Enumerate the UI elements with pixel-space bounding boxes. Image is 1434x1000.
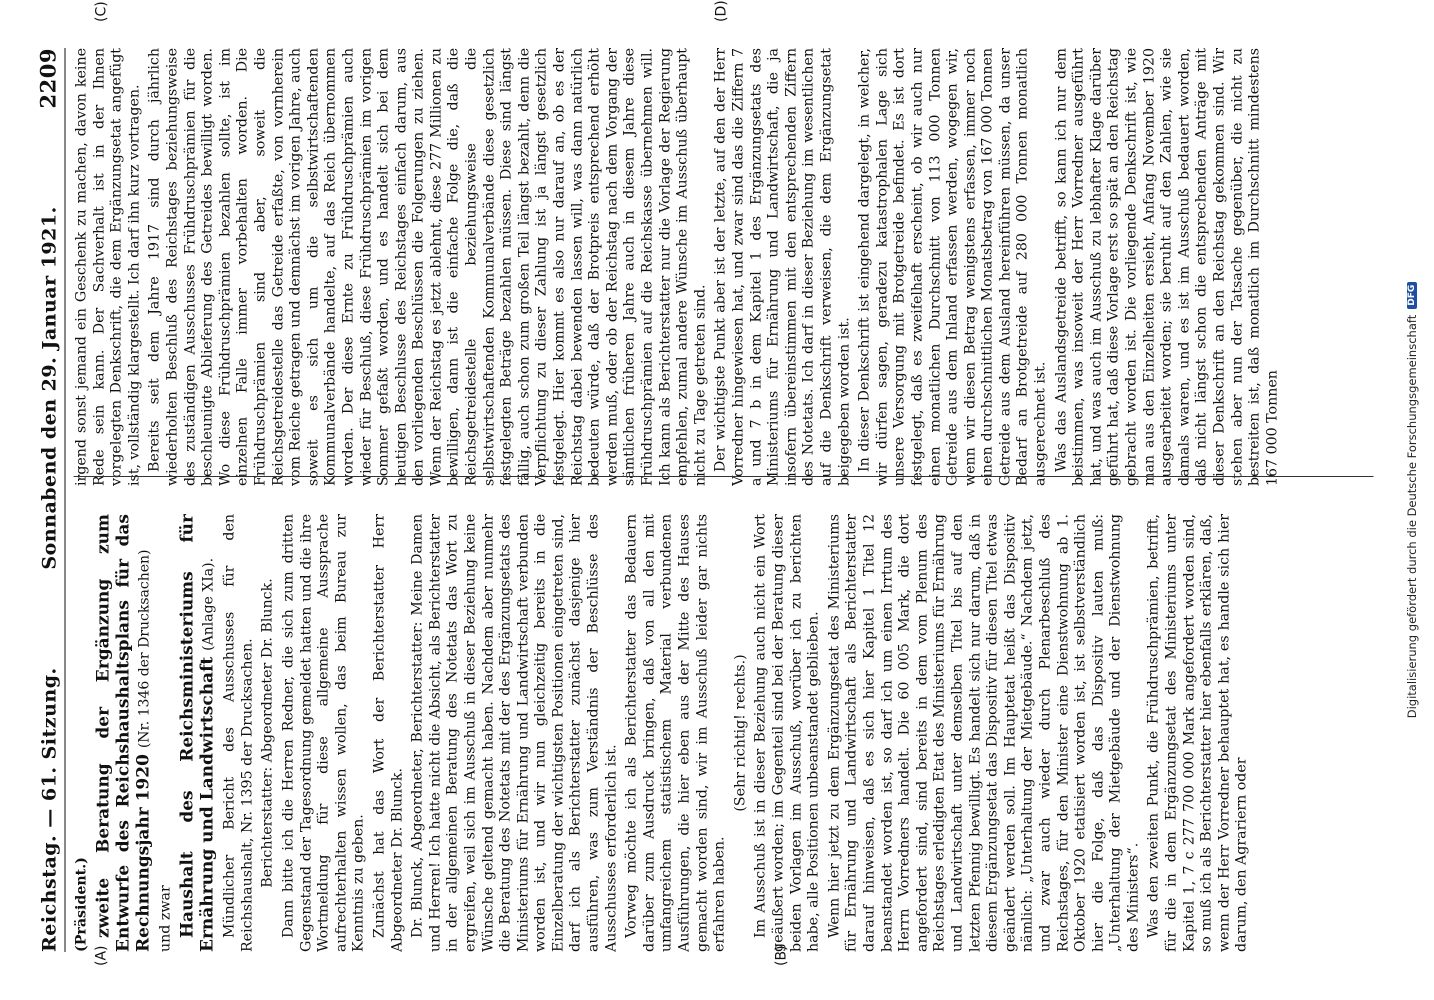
paragraph: Der wichtigste Punkt aber ist der letzte, auf den der Herr Vorredner hingewiesen hat, und zwar sind das die Ziffern 7 a und 7 b in dem Kapitel 1 des Ergänzungsetats des Ministeriums für Ernährung und Landwirtschaft, die ja insofern übereinstimmen mit den entsprechenden Ziffern des Notetats. Ich darf in dieser Beziehung im wesentlichen auf die Denkschrift verweisen, die dem Ergänzungsetat beigegeben worden ist.: [712, 48, 853, 486]
paragraph: Mündlicher Bericht des Ausschusses für den Reichshaushalt, Nr. 1395 der Drucksachen.: [221, 514, 256, 952]
paragraph: Was den zweiten Punkt, die Frühdruschprämien, betrifft, für die in dem Ergänzungsetat des Ministeriums unter Kapitel 1, 7 c 277 700 000 Mark angefordert worden sind, so muß ich als Berichterstatter hier ebenfalls erklären, daß, wenn der Herr Vorredner behauptet hat, es handle sich hier darum, den Agrariern oder: [1145, 514, 1250, 952]
agenda-item-1-title: Entwurfe des Reichshaushaltsplans für das Rechnungsjahr 1920: [113, 514, 154, 952]
agenda-item-2: [178, 514, 219, 952]
agenda-item-2-ref: (Anlage XIa).: [200, 557, 217, 651]
paragraph: Zunächst hat das Wort der Berichterstatter Herr Abgeordneter Dr. Blunck.: [371, 514, 406, 952]
speaker-label: (Präsident.): [73, 857, 90, 952]
page-header: [36, 48, 66, 952]
paragraph: Berichterstatter: Abgeordneter Dr. Blunck.: [259, 578, 276, 888]
header-left: Reichstag. — 61. Sitzung.: [38, 667, 61, 952]
column-divider: [74, 476, 1374, 477]
digitization-note-text: Digitalisierung gefördert durch die Deutsche Forschungsgemeinschaft: [1405, 314, 1419, 719]
dfg-logo: DFG: [1407, 282, 1417, 309]
paragraph: In dieser Denkschrift ist eingehend dargelegt, in welcher, wir dürfen sagen, geradezu katastrophalen Lage sich unsere Versorgung mit Brotgetreide befindet. Es ist dort festgelegt, daß es zweifelhaft erscheint, ob wir auch nur einen monatlichen Durchschnitt von 113 000 Tonnen Getreide aus dem Inland erfassen werden, wogegen wir, wenn wir diesen Betrag wenigstens erfassen, immer noch einen durchschnittlichen Monatsbetrag von 167 000 Tonnen Getreide aus dem Ausland hereinführen müssen, da unser Bedarf an Brotgetreide auf 280 000 Tonnen monatlich ausgerechnet ist.: [856, 48, 1049, 486]
left-column: [74, 514, 1374, 952]
margin-letter-d: (D): [713, 0, 730, 22]
header-center: Sonnabend den 29. Januar 1921.: [38, 206, 61, 570]
margin-letter-a: (A): [93, 945, 110, 966]
agenda-item-2-title: Haushalt des Reichsministeriums für Ernährung und Landwirtschaft: [177, 514, 218, 952]
margin-letter-b: (B): [773, 945, 790, 966]
interjection: (Sehr richtig! rechts.): [732, 654, 749, 812]
digitization-note: [1404, 50, 1420, 950]
agenda-item-1-ref: (Nr. 1346 der Drucksachen): [136, 549, 153, 749]
und-zwar: und zwar: [157, 885, 174, 952]
paragraph: Was das Auslandsgetreide betrifft, so kann ich nur dem beistimmen, was insoweit der Herr Vorredner ausgeführt hat, und was auch im Ausschuß zu lebhafter Klage darüber geführt hat, daß diese Vorlage erst so spät an den Reichstag gebracht worden ist. Die vorliegende Denkschrift ist, wie man aus den Einzelheiten ersieht, Anfang November 1920 ausgearbeitet worden; sie beruht auf den Zahlen, wie sie damals waren, und es ist im Ausschuß bedauert worden, daß nicht längst schon die entsprechenden Anträge mit dieser Denkschrift an den Reichstag gekommen sind. Wir stehen aber nun der Tatsache gegenüber, die nicht zu bestreiten ist, daß monatlich im Durchschnitt mindestens 167 000 Tonnen: [1053, 48, 1281, 486]
paragraph: Wenn hier jetzt zu dem Ergänzungsetat des Ministeriums für Ernährung und Landwirtschaft als Berichterstatter darauf hinweisen, daß es sich hier Kapitel 1 Titel 12 beanstandet worden ist, so darf ich um einen Irrtum des Herrn Vorredners handelt. Die 60 005 Mark, die dort angefordert sind, sind bereits in dem vom Plenum des Reichstages erledigten Etat des Ministeriums für Ernährung und Landwirtschaft unter demselben Titel bis auf den letzten Pfennig bewilligt. Es handelt sich nur darum, daß in diesem Ergänzungsetat das Dispositiv für diesen Titel etwas geändert werden soll. Im Hauptetat heißt das Dispositiv nämlich: „Unterhaltung der Mietgebäude.“ Nachdem jetzt, und zwar auch wieder durch Plenarbeschluß des Reichstages, für den Minister eine Dienstwohnung ab 1. Oktober 1920 etatisiert worden ist, ist selbstverständlich hier die Folge, daß das Dispositiv lauten muß: „Unterhaltung der Mietgebäude und der Dienstwohnung des Ministers“.: [826, 514, 1142, 952]
right-column: [74, 48, 1374, 486]
paragraph: Dr. Blunck, Abgeordneter, Berichterstatter: Meine Damen und Herren! Ich hatte nicht die Absicht, als Berichterstatter in der allgemeinen Beratung des Notetats das Wort zu ergreifen, weil sich im Ausschuß in dieser Beziehung keine Wünsche geltend gemacht haben. Nachdem aber nunmehr die Beratung des Notetats mit der des Ergänzungsetats des Ministeriums für Ernährung und Landwirtschaft verbunden worden ist, und wir nun gleichzeitig bereits in die Einzelberatung der wichtigsten Positionen eingetreten sind, darf ich als Berichterstatter zunächst dasjenige hier ausführen, was zum Verständnis der Beschlüsse des Ausschusses erforderlich ist.: [409, 514, 620, 952]
agenda-item-1: [93, 514, 154, 952]
paragraph: Im Ausschuß ist in dieser Beziehung auch nicht ein Wort geäußert worden; im Gegenteil sind bei der Beratung dieser beiden Vorlagen im Ausschuß, worüber ich zu berichten habe, alle Positionen unbeanstandet geblieben.: [752, 514, 822, 952]
rotated-page-content: [30, 0, 1405, 970]
paragraph: Dann bitte ich die Herren Redner, die sich zum dritten Gegenstand der Tagesordnung gemeldet hatten und die ihre Wortmeldung für diese allgemeine Aussprache aufrechterhalten wissen wollen, das beim Bureau zur Kenntnis zu geben.: [280, 514, 367, 952]
paragraph: irgend sonst jemand ein Geschenk zu machen, davon keine Rede sein kann. Der Sachverhalt ist in der Ihnen vorgelegten Denkschrift, die dem Ergänzungsetat angefügt ist, vollständig klargestellt. Ich darf ihn kurz vortragen.: [73, 48, 143, 486]
margin-letter-c: (C): [93, 1, 110, 22]
page-number: 2209: [35, 48, 61, 109]
agenda-item-1-intro: zweite Beratung der Ergänzung zum: [93, 514, 114, 938]
paragraph: Bereits seit dem Jahre 1917 sind durch jährlich wiederholten Beschluß des Reichstages beziehungsweise des zuständigen Ausschusses Frühdruschprämien für die beschleunigte Ablieferung des Getreides bewilligt worden. Wo diese Frühdruschprämien bezahlen sollte, ist im einzelnen Falle immer vorbehalten worden. Die Frühdruschprämien sind aber, soweit die Reichsgetreidestelle das Getreide erfaßte, von vornherein vom Reiche getragen und demnächst im vorigen Jahre, auch soweit es sich um die selbstwirtschaftenden Kommunalverbände handelte, auf das Reich übernommen worden. Der diese Ernte zu Frühdruschprämien auch wieder für Beschluß, diese Frühdruschprämien im vorigen Sommer gefaßt worden, und es handelt sich bei dem heutigen Beschlusse des Reichstages einfach darum, aus den vorliegenden Beschlüssen die Folgerungen zu ziehen. Wenn der Reichstag es jetzt ablehnt, diese 277 Millionen zu bewilligen, dann ist die einfache Folge die, daß die Reichsgetreidestelle beziehungsweise die selbstwirtschaftenden Kommunalverbände diese gesetzlich festgelegten Beträge bezahlen müssen. Diese sind längst fällig, auch schon zum großen Teil längst bezahlt, denn die Verpflichtung zu dieser Zahlung ist ja längst gesetzlich festgelegt. Hier kommt es also nur darauf an, ob es der Reichstag dabei bewenden lassen will, was dann natürlich bedeuten würde, daß der Brotpreis entsprechend erhöht werden muß, oder ob der Reichstag nach dem Vorgang der sämtlichen früheren Jahre auch in diesem Jahre diese Frühdruschprämien auf die Reichskasse übernehmen will. Ich kann als Berichterstatter nur die Vorlage der Regierung empfehlen, zumal andere Wünsche im Ausschuß überhaupt nicht zu Tage getreten sind.: [146, 48, 709, 486]
text-columns: [73, 0, 1374, 966]
paragraph: Vorweg möchte ich als Berichterstatter das Bedauern darüber zum Ausdruck bringen, daß von all den mit umfangreichem statistischem Material verbundenen Ausführungen, die hier eben aus der Mitte des Hauses gemacht worden sind, wir im Ausschuß leider gar nichts erfahren haben.: [623, 514, 728, 952]
